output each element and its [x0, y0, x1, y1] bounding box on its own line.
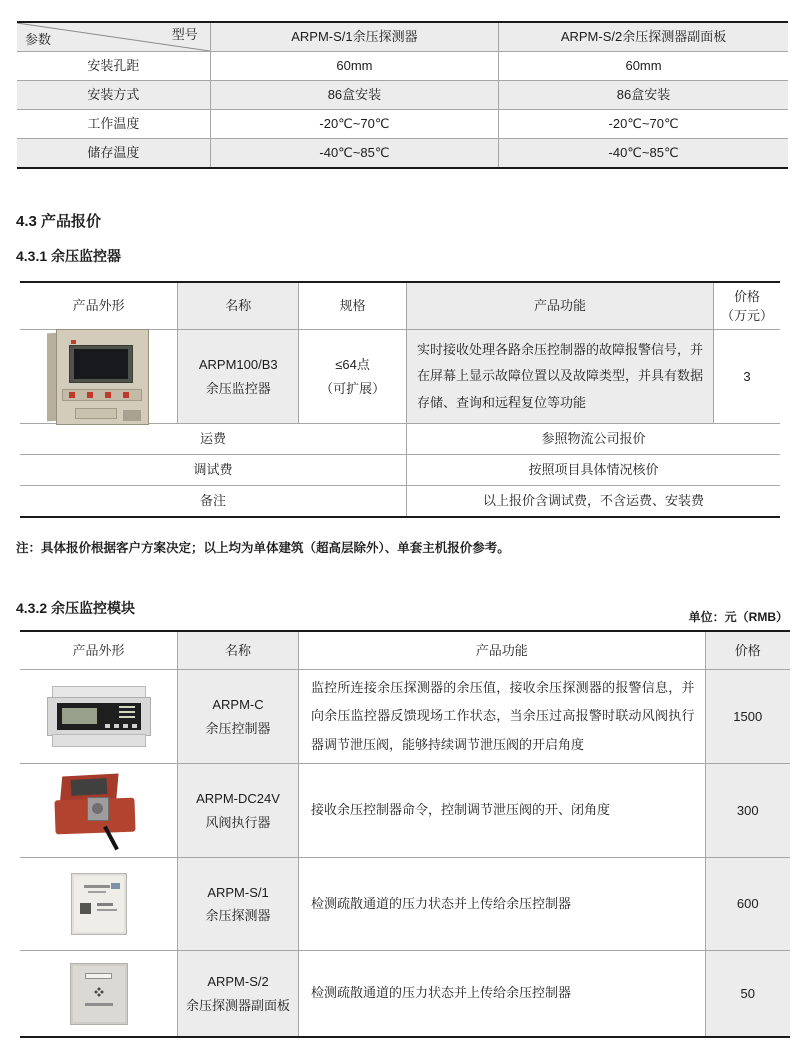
arpm100-monitor-photo	[47, 328, 151, 426]
monitor-photo-slot	[75, 408, 117, 419]
monitor-photo-button	[123, 392, 129, 398]
spec-value: 60mm	[498, 52, 788, 80]
corner-label-model: 型号	[171, 27, 198, 42]
header-price: 价格	[705, 632, 791, 669]
spec-row-label: 工作温度	[87, 116, 140, 132]
controller-photo-button	[123, 724, 128, 728]
module-function-cell	[298, 670, 705, 763]
monitor-product-row	[20, 329, 780, 423]
fee-label: 备注	[200, 493, 227, 509]
subpanel-photo-label	[85, 973, 112, 979]
header-product-shape: 产品外形	[72, 642, 125, 658]
monitor-photo-button	[69, 392, 75, 398]
arpm-s1-detector-photo	[71, 873, 127, 935]
module-row-arpm-s2	[20, 950, 790, 1036]
monitor-name: 余压监控器	[205, 380, 271, 396]
header-function: 产品功能	[298, 632, 705, 669]
monitor-photo-button	[87, 392, 93, 398]
monitor-spec-cell	[298, 330, 406, 423]
spec-row-working-temp	[17, 109, 788, 138]
pricing-note: 注：具体报价根据客户方案决定；以上均为单体建筑（超高层除外）、单套主机报价参考。	[16, 541, 510, 555]
module-model: ARPM-C	[212, 697, 264, 713]
fee-value: 以上报价含调试费，不含运费、安装费	[406, 486, 780, 516]
module-name: 风阀执行器	[205, 814, 271, 830]
spec-value: 86盒安装	[498, 81, 788, 109]
actuator-photo-label	[70, 778, 107, 796]
module-function-text: 检测疏散通道的压力状态并上传给余压控制器	[310, 895, 571, 911]
spec-value: 86盒安装	[210, 81, 498, 109]
module-price-cell: 600	[705, 858, 791, 950]
header-price-line2: （万元）	[721, 308, 774, 323]
monitor-function-text: 实时接收处理各路余压控制器的故障报警信号，并在屏幕上显示故障位置以及故障类型，并具有数据存储、查询和远程复位等功能	[417, 341, 704, 410]
section-title-432: 4.3.2 余压监控模块	[16, 600, 136, 616]
spec-row-storage-temp	[17, 138, 788, 167]
module-model: ARPM-DC24V	[196, 791, 280, 807]
module-model: ARPM-S/2	[207, 974, 269, 990]
monitor-function-cell	[406, 330, 713, 423]
actuator-photo-cell	[20, 764, 177, 857]
section-title-431: 4.3.1 余压监控器	[16, 248, 122, 264]
monitor-photo-button	[105, 392, 111, 398]
subpanel-photo-text-bar	[85, 1003, 113, 1006]
fee-value: 参照物流公司报价	[406, 424, 780, 454]
monitor-name-cell	[177, 330, 298, 423]
controller-photo-cell	[20, 670, 177, 763]
controller-photo-leds	[119, 706, 135, 720]
detector-photo-tag	[111, 883, 120, 889]
damper-actuator-photo	[53, 773, 145, 849]
module-function-cell	[298, 858, 705, 950]
spec-col-header-arpm-s1: ARPM-S/1余压探测器	[210, 23, 498, 51]
section-title-43: 4.3 产品报价	[16, 213, 102, 230]
module-table-header-row	[20, 632, 790, 669]
fee-label: 运费	[200, 431, 227, 447]
header-name: 名称	[177, 632, 298, 669]
module-row-arpm-dc24v	[20, 763, 790, 857]
module-name: 余压探测器	[205, 908, 271, 923]
detector-photo-text-bar	[97, 903, 113, 906]
module-name-cell	[177, 670, 298, 763]
detector-photo-qr	[80, 903, 91, 914]
monitor-photo-tag	[123, 410, 141, 421]
spec-row-hole-distance	[17, 51, 788, 80]
controller-photo-button	[132, 724, 137, 728]
module-function-cell	[298, 951, 705, 1036]
spec-value: -40℃~85℃	[210, 139, 498, 167]
header-product-shape: 产品外形	[72, 298, 125, 314]
header-function: 产品功能	[406, 283, 713, 329]
monitor-spec-line2: （可扩展）	[320, 380, 386, 396]
controller-photo-button	[105, 724, 110, 728]
detector-photo-title-bar	[84, 885, 110, 888]
header-price-line1: 价格	[734, 288, 761, 304]
monitor-price-cell: 3	[713, 330, 780, 423]
unit-label: 单位：元（RMB）	[688, 610, 788, 624]
module-function-text: 接收余压控制器命令，控制调节泄压阀的开、闭角度	[310, 802, 610, 818]
spec-header-row	[17, 23, 788, 51]
fee-label: 调试费	[193, 462, 233, 478]
spec-row-label: 安装方式	[17, 81, 210, 109]
module-price-table	[20, 630, 790, 1038]
spec-value: -20℃~70℃	[210, 110, 498, 138]
detector-photo-text-bar	[97, 909, 117, 911]
module-function-text: 监控所连接余压探测器的余压值，接收余压探测器的报警信息，并向余压监控器反馈现场工作状态，当余压过高报警时联动风阀执行器调节泄压阀，能够持续调节泄压阀的开启角度	[310, 679, 695, 752]
module-price-cell: 1500	[705, 670, 791, 763]
spec-row-label: 储存温度	[17, 139, 210, 167]
spec-value: -40℃~85℃	[498, 139, 788, 167]
controller-photo-bottom-flange	[52, 734, 146, 747]
module-name: 余压探测器副面板	[186, 997, 291, 1013]
module-name-cell	[177, 858, 298, 950]
monitor-photo-screen	[74, 349, 128, 379]
monitor-spec-line1: ≤64点	[335, 357, 370, 373]
monitor-photo-cell	[20, 330, 177, 423]
module-name: 余压控制器	[205, 720, 271, 736]
spec-value: -20℃~70℃	[498, 110, 788, 138]
spec-row-label: 安装孔距	[87, 58, 140, 74]
controller-photo-lcd	[62, 708, 97, 724]
spec-parameter-table	[17, 21, 788, 169]
detector-photo-subtitle-bar	[88, 891, 106, 893]
shipping-fee-row	[20, 423, 780, 454]
spec-row-mounting	[17, 80, 788, 109]
module-name-cell	[177, 764, 298, 857]
monitor-model: ARPM100/B3	[198, 357, 278, 373]
arpm-s2-subpanel-photo	[70, 963, 128, 1025]
remark-row	[20, 485, 780, 516]
monitor-photo-led	[71, 340, 76, 344]
module-model: ARPM-S/1	[207, 884, 269, 900]
module-function-cell	[298, 764, 705, 857]
spec-corner-cell	[17, 23, 210, 51]
module-function-text: 检测疏散通道的压力状态并上传给余压控制器	[310, 985, 571, 1001]
detector-photo-cell	[20, 858, 177, 950]
subpanel-photo-cell	[20, 951, 177, 1036]
header-name: 名称	[177, 283, 298, 329]
module-row-arpm-c	[20, 669, 790, 763]
spec-value: 60mm	[210, 52, 498, 80]
debug-fee-row	[20, 454, 780, 485]
module-name-cell	[177, 951, 298, 1036]
module-price-cell: 50	[705, 951, 791, 1036]
corner-label-parameter: 参数	[25, 31, 52, 47]
module-price-cell: 300	[705, 764, 791, 857]
module-row-arpm-s1	[20, 857, 790, 950]
monitor-table-header-row	[20, 283, 780, 329]
actuator-photo-bolt	[92, 803, 103, 814]
header-price-wanyuan	[713, 283, 780, 329]
controller-photo-button	[114, 724, 119, 728]
spec-col-header-arpm-s2: ARPM-S/2余压探测器副面板	[498, 23, 788, 51]
subpanel-photo-speaker-dots	[94, 987, 104, 997]
header-spec: 规格	[298, 283, 406, 329]
fee-value: 按照项目具体情况核价	[406, 455, 780, 485]
arpm-c-controller-photo	[47, 686, 151, 748]
monitor-price-table	[20, 281, 780, 518]
